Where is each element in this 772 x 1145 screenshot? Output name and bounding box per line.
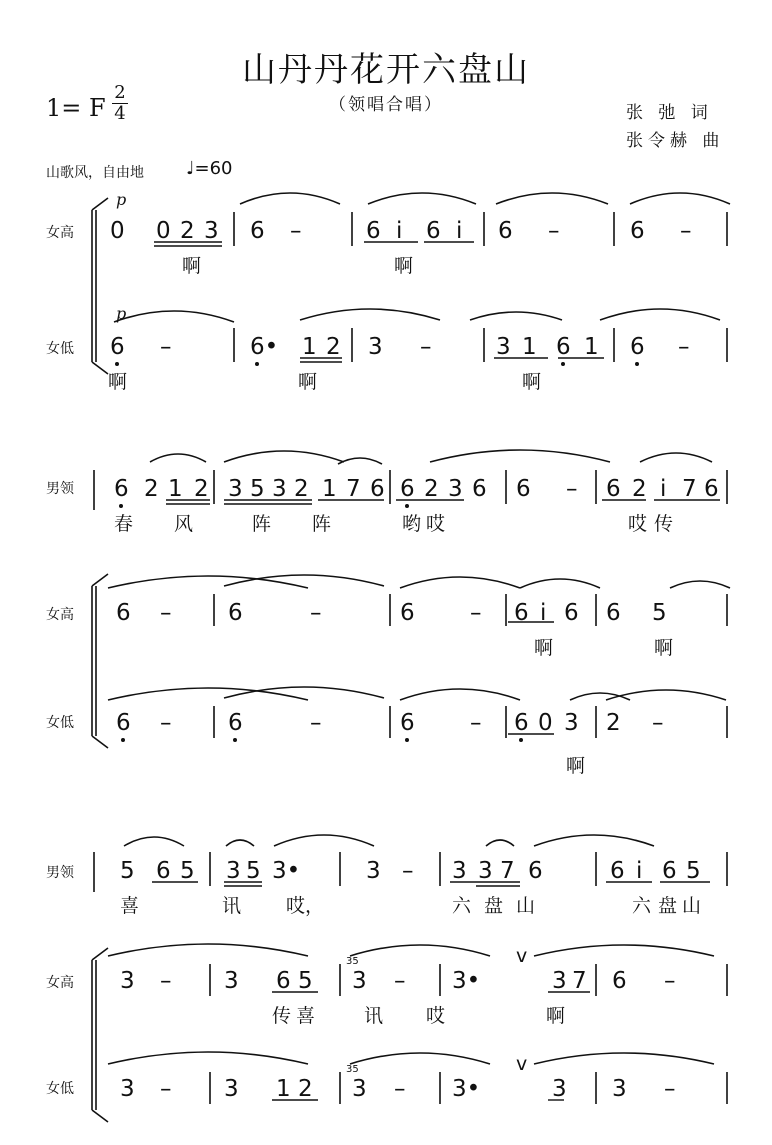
- note: –: [394, 1076, 406, 1102]
- note: i: [636, 858, 643, 884]
- system-bracket: [92, 948, 108, 1122]
- note: 6: [400, 476, 415, 502]
- octave-dot-below: [255, 362, 259, 366]
- note: 3: [228, 476, 243, 502]
- lyric: 啊: [534, 637, 554, 659]
- lyric: 讯: [364, 1005, 384, 1027]
- note: 5: [180, 858, 195, 884]
- note: –: [652, 710, 664, 736]
- note: 6: [528, 858, 543, 884]
- system-bracket: [92, 198, 108, 374]
- note: 2: [298, 1076, 313, 1102]
- note: 5: [246, 858, 261, 884]
- dynamic-piano: p: [116, 304, 127, 323]
- note: 1: [584, 334, 599, 360]
- part-label-leader: 男领: [46, 865, 74, 881]
- lyric: 传: [272, 1005, 292, 1027]
- lyricist-credit: 张 弛 词: [626, 103, 713, 123]
- note: 3: [564, 710, 579, 736]
- song-title: 山丹丹花开六盘山: [242, 50, 530, 90]
- note: 2: [294, 476, 309, 502]
- lyric: 阵: [312, 513, 332, 535]
- note: 2: [144, 476, 159, 502]
- lyric: 啊: [182, 255, 202, 277]
- note: 6: [110, 334, 125, 360]
- part-label-alto: 女低: [46, 1081, 74, 1097]
- part-label-alto: 女低: [46, 715, 74, 731]
- note: 3: [224, 1076, 239, 1102]
- note: –: [160, 600, 172, 626]
- note: 6: [564, 600, 579, 626]
- note: 6: [400, 600, 415, 626]
- note: –: [310, 600, 322, 626]
- time-bottom: 4: [114, 103, 126, 124]
- note: 3: [352, 968, 367, 994]
- lyric: 啊: [108, 371, 128, 393]
- note: i: [396, 218, 403, 244]
- note: 6: [426, 218, 441, 244]
- lyric: 传: [654, 513, 674, 535]
- lyric: 啊: [298, 371, 318, 393]
- note: 6: [228, 710, 243, 736]
- octave-dot-below: [519, 738, 523, 742]
- part-label-soprano: 女高: [46, 975, 74, 991]
- note: 3: [478, 858, 493, 884]
- note: 6: [704, 476, 719, 502]
- octave-dot-below: [233, 738, 237, 742]
- lyric: 啊: [394, 255, 414, 277]
- note: 2: [606, 710, 621, 736]
- note: 6: [400, 710, 415, 736]
- lyric: 喜: [120, 895, 140, 917]
- note: 6: [366, 218, 381, 244]
- note: 3•: [452, 968, 481, 994]
- composer-credit: 张令赫 曲: [626, 131, 725, 151]
- note: –: [310, 710, 322, 736]
- note: 6: [514, 710, 529, 736]
- note: –: [160, 968, 172, 994]
- lyric: 盘: [658, 895, 678, 917]
- note: –: [160, 334, 172, 360]
- note: 6: [606, 476, 621, 502]
- grace-note: 35: [346, 1064, 359, 1075]
- note: 6: [514, 600, 529, 626]
- note: 7: [572, 968, 587, 994]
- note: 6: [276, 968, 291, 994]
- note: 2: [326, 334, 341, 360]
- note: 6•: [250, 334, 279, 360]
- note: 3: [552, 1076, 567, 1102]
- lyric: 哎: [426, 513, 446, 535]
- lyric: 春: [114, 513, 134, 535]
- breath-mark: v: [516, 1053, 528, 1075]
- note: 5: [652, 600, 667, 626]
- note: 5: [686, 858, 701, 884]
- lyric: 哎: [628, 513, 648, 535]
- note: 3: [226, 858, 241, 884]
- note: 6: [662, 858, 677, 884]
- lyric: 啊: [654, 637, 674, 659]
- part-label-alto: 女低: [46, 341, 74, 357]
- note: 1: [276, 1076, 291, 1102]
- note: –: [664, 968, 676, 994]
- note: 1: [322, 476, 337, 502]
- note: –: [394, 968, 406, 994]
- lyric: 山: [682, 895, 702, 917]
- note: 6: [610, 858, 625, 884]
- note: 3•: [452, 1076, 481, 1102]
- note: 6: [370, 476, 385, 502]
- lyric: 啊: [522, 371, 542, 393]
- note: 5: [298, 968, 313, 994]
- note: 6: [630, 218, 645, 244]
- note: 2: [424, 476, 439, 502]
- note: 3: [368, 334, 383, 360]
- octave-dot-below: [115, 362, 119, 366]
- note: –: [290, 218, 302, 244]
- note: 3: [496, 334, 511, 360]
- part-label-soprano: 女高: [46, 607, 74, 623]
- part-label-soprano: 女高: [46, 225, 74, 241]
- note: 3: [452, 858, 467, 884]
- octave-dot-below: [405, 504, 409, 508]
- note: i: [456, 218, 463, 244]
- note: 3: [224, 968, 239, 994]
- tempo-mark: ♩=60: [186, 158, 233, 179]
- breath-mark: v: [516, 945, 528, 967]
- note: 6: [116, 600, 131, 626]
- note: 6: [630, 334, 645, 360]
- octave-dot-below: [635, 362, 639, 366]
- time-top: 2: [114, 82, 126, 103]
- note: 1: [302, 334, 317, 360]
- system-bracket: [92, 574, 108, 748]
- note: 3: [272, 476, 287, 502]
- note: –: [548, 218, 560, 244]
- note: 7: [500, 858, 515, 884]
- lyric: 六: [632, 895, 652, 917]
- note: –: [566, 476, 578, 502]
- note: 3: [448, 476, 463, 502]
- note: 6: [472, 476, 487, 502]
- note: 0: [156, 218, 171, 244]
- lyric: 风: [174, 513, 194, 535]
- note: 6: [250, 218, 265, 244]
- note: 3: [204, 218, 219, 244]
- part-label-leader: 男领: [46, 481, 74, 497]
- note: 6: [498, 218, 513, 244]
- note: 3: [612, 1076, 627, 1102]
- dynamic-piano: p: [116, 190, 127, 209]
- note: 2: [632, 476, 647, 502]
- note: 3: [352, 1076, 367, 1102]
- grace-note: 35: [346, 956, 359, 967]
- note: 3: [552, 968, 567, 994]
- note: 6: [116, 710, 131, 736]
- note: i: [540, 600, 547, 626]
- note: –: [420, 334, 432, 360]
- note: 6: [612, 968, 627, 994]
- note: 6: [606, 600, 621, 626]
- lyric: 哎: [426, 1005, 446, 1027]
- octave-dot-below: [405, 738, 409, 742]
- note: 3: [120, 968, 135, 994]
- lyric: 啊: [566, 755, 586, 777]
- lyric: 六: [452, 895, 472, 917]
- note: –: [664, 1076, 676, 1102]
- lyric: 哎，: [286, 895, 325, 917]
- note: 1: [168, 476, 183, 502]
- note: 5: [120, 858, 135, 884]
- note: 0: [538, 710, 553, 736]
- note: –: [680, 218, 692, 244]
- note: –: [678, 334, 690, 360]
- octave-dot-below: [119, 504, 123, 508]
- note: 7: [682, 476, 697, 502]
- note: –: [160, 1076, 172, 1102]
- lyric: 阵: [252, 513, 272, 535]
- note: 3•: [272, 858, 301, 884]
- note: 6: [114, 476, 129, 502]
- lyric: 盘: [484, 895, 504, 917]
- lyric: 哟: [402, 513, 422, 535]
- key-signature: 1= F: [46, 94, 106, 122]
- lyric: 喜: [296, 1005, 316, 1027]
- note: 2: [194, 476, 209, 502]
- song-subtitle: （领唱合唱）: [329, 95, 443, 115]
- note: 6: [156, 858, 171, 884]
- note: –: [470, 710, 482, 736]
- note: –: [160, 710, 172, 736]
- note: 6: [556, 334, 571, 360]
- lyric: 讯: [222, 895, 242, 917]
- note: i: [660, 476, 667, 502]
- note: 0: [110, 218, 125, 244]
- note: –: [402, 858, 414, 884]
- note: 3: [366, 858, 381, 884]
- octave-dot-below: [121, 738, 125, 742]
- note: 3: [120, 1076, 135, 1102]
- note: 5: [250, 476, 265, 502]
- note: 6: [228, 600, 243, 626]
- note: 1: [522, 334, 537, 360]
- note: –: [470, 600, 482, 626]
- note: 7: [346, 476, 361, 502]
- lyric: 山: [516, 895, 536, 917]
- tempo-text: 山歌风，自由地: [46, 165, 144, 181]
- lyric: 啊: [546, 1005, 566, 1027]
- octave-dot-below: [561, 362, 565, 366]
- note: 6: [516, 476, 531, 502]
- note: 2: [180, 218, 195, 244]
